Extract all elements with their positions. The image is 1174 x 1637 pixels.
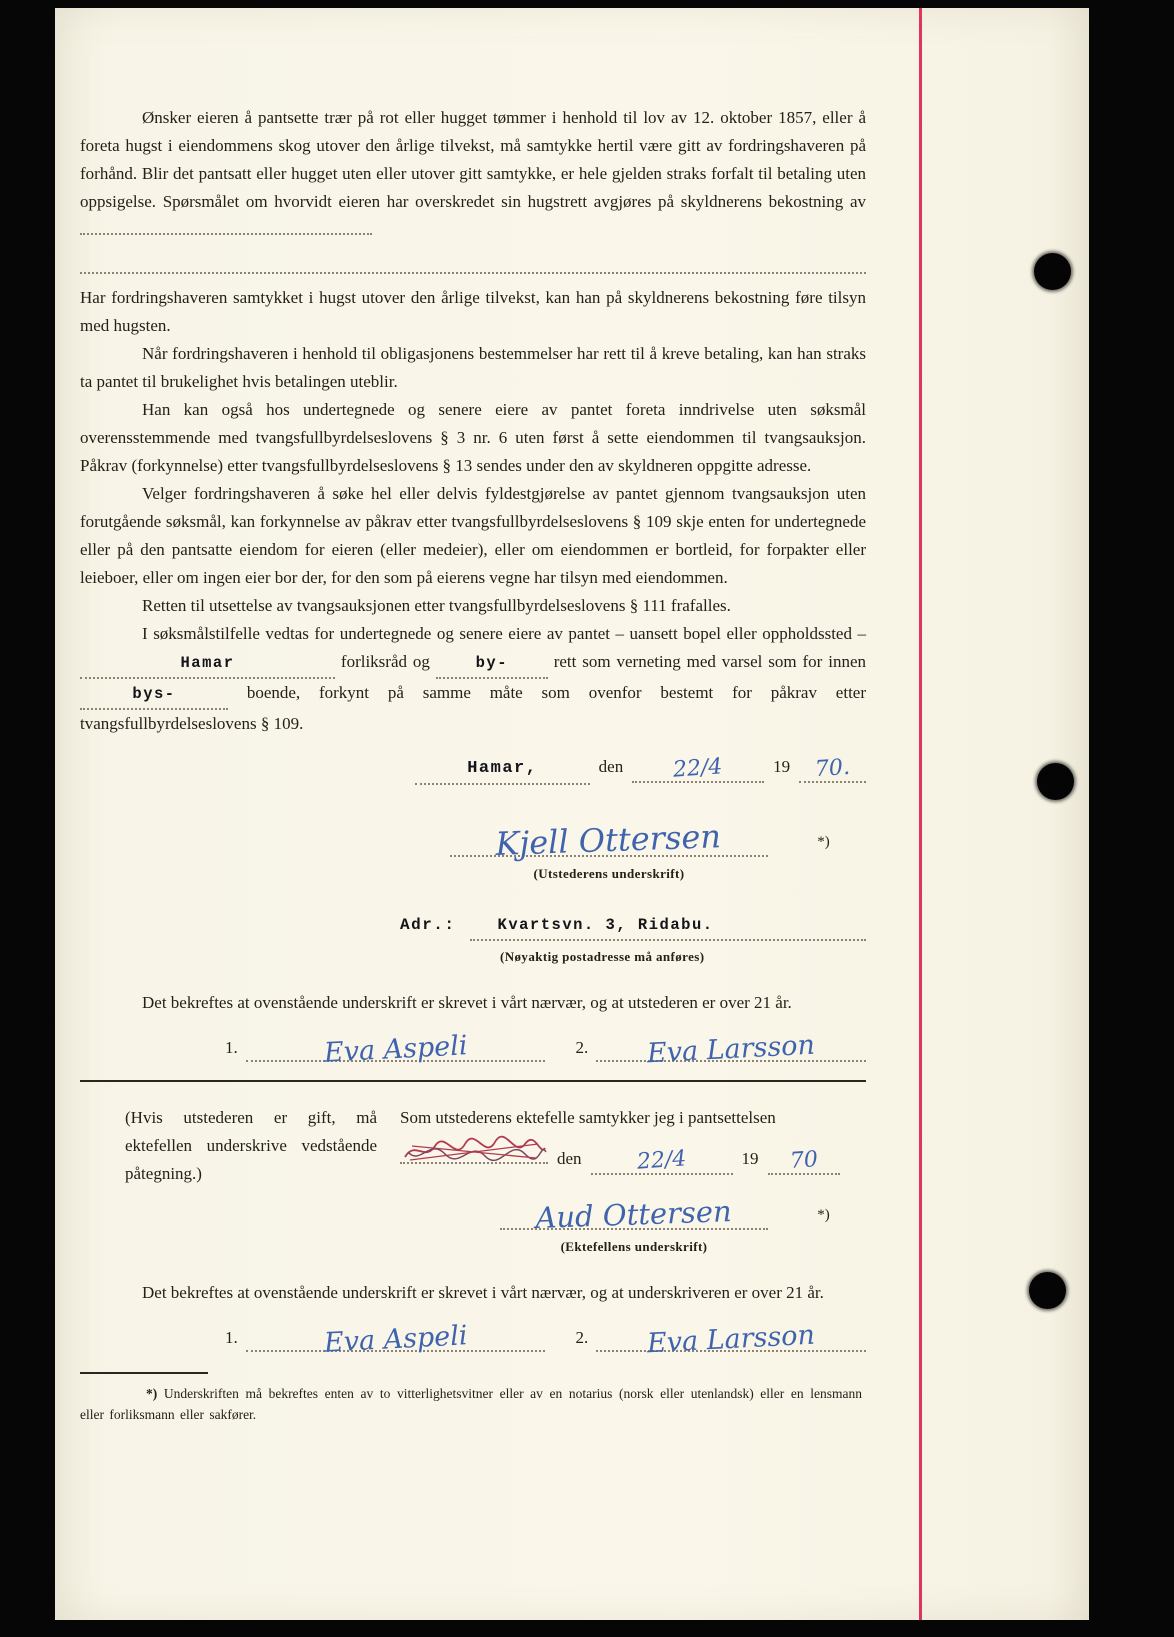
section-divider-rule bbox=[80, 1080, 866, 1082]
spouse-date-row bbox=[400, 1142, 866, 1175]
footnote-ref: *) bbox=[146, 1386, 158, 1401]
witness-signatures-1 bbox=[225, 1029, 866, 1070]
spouse-signature-line bbox=[500, 1194, 768, 1235]
witness1-number: 1. bbox=[225, 1038, 238, 1057]
crossed-out-signature bbox=[400, 1142, 548, 1164]
footnote-separator-rule bbox=[80, 1372, 208, 1374]
spouse-den-label: den bbox=[557, 1149, 582, 1168]
address-value: Kvartsvn. 3, Ridabu. bbox=[497, 916, 714, 934]
witness2-signature: Eva Larsson bbox=[646, 1029, 816, 1070]
issuer-signature-line bbox=[450, 817, 768, 863]
witness1-signature-line bbox=[246, 1029, 546, 1069]
punch-hole bbox=[1034, 253, 1071, 290]
witness1-signature-2: Eva Aspeli bbox=[323, 1320, 469, 1359]
venue-court-blank bbox=[436, 648, 548, 679]
execution-place-value: Hamar, bbox=[467, 759, 538, 778]
clause-forestry-text: Ønsker eieren å pantsette trær på rot eller hugget tømmer i henhold til lov av 12. oktober 1857, eller å foreta hugst i eiendommens skog utover den årlige tilvekst, må samtykke hertil være gitt av fordringshaveren på forhånd. Blir det pantsatt eller hugget uten eller utover gitt samtykke, er hele gjelden straks forfalt til betaling uten oppsigelse. Spørsmålet om hvorvidt eieren har overskredet sin hugstrett avgjøres på skyldnerens bekostning av bbox=[80, 108, 866, 211]
spouse-instruction-note: (Hvis utstederen er gift, må ektefellen underskrive vedstående påtegning.) bbox=[125, 1108, 377, 1183]
clause-supervision: Har fordringshaveren samtykket i hugst utover den årlige tilvekst, kan han på skyldnerens bekostning føre tilsyn med hugsten. bbox=[80, 288, 866, 335]
spouse-footnote-ref-mark: *) bbox=[817, 1207, 830, 1223]
witness1-signature: Eva Aspeli bbox=[323, 1030, 469, 1069]
dotted-blank-fill bbox=[80, 221, 372, 235]
red-margin-line bbox=[919, 8, 922, 1620]
spouse-signature: Aud Ottersen bbox=[534, 1194, 733, 1235]
address-label: Adr.: bbox=[400, 916, 456, 934]
witness2-signature-line bbox=[596, 1029, 866, 1070]
form-text-block bbox=[80, 104, 866, 1425]
witness2-signature-line-2 bbox=[596, 1319, 866, 1360]
venue-court-value: by- bbox=[475, 654, 509, 672]
spouse-year-prefix-label: 19 bbox=[741, 1149, 759, 1168]
witness-signatures-2 bbox=[225, 1319, 866, 1360]
year-prefix-label: 19 bbox=[773, 757, 791, 776]
spouse-date-value: 22/4 bbox=[635, 1146, 688, 1175]
clause-postponement-waiver: Retten til utsettelse av tvangsauksjonen etter tvangsfullbyrdelseslovens § 111 frafalles. bbox=[142, 596, 731, 615]
address-row bbox=[400, 910, 866, 941]
witness2-number-2: 2. bbox=[575, 1328, 589, 1347]
spouse-consent-text: Som utstederens ektefelle samtykker jeg i pantsettelsen bbox=[400, 1108, 776, 1127]
execution-date-row bbox=[415, 752, 866, 785]
execution-year-value: 70. bbox=[814, 754, 851, 783]
address-caption: (Nøyaktig postadresse må anføres) bbox=[500, 949, 705, 964]
clause-enforcement: Han kan også hos undertegnede og senere eiere av pantet foreta inndrivelse uten søksmål overensstemmende med tvangsfullbyrdelseslovens § 3 nr. 6 uten først å sette eiendommen til tvangsauksjon. Påkrav (forkynnelse) etter tvangsfullbyrdelseslovens § 13 sendes under den av skyldneren oppgitte adresse. bbox=[80, 400, 866, 475]
address-blank bbox=[470, 910, 866, 941]
witness-attestation-1: Det bekreftes at ovenstående underskrift er skrevet i vårt nærvær, og at utstederen er over 21 år. bbox=[142, 993, 792, 1012]
witness2-signature-2: Eva Larsson bbox=[646, 1319, 816, 1360]
clause-forestry bbox=[80, 104, 866, 244]
punch-hole bbox=[1037, 763, 1074, 800]
venue-place-blank bbox=[80, 648, 335, 679]
spouse-signature-caption: (Ektefellens underskrift) bbox=[560, 1239, 708, 1254]
execution-year-blank bbox=[799, 752, 866, 783]
clause-payment-default: Når fordringshaveren i henhold til obligasjonens bestemmelser har rett til å kreve betaling, kan han straks ta pantet til brukelighet hvis betalingen uteblir. bbox=[80, 344, 866, 391]
venue-tail-text: boende, forkynt på samme måte som ovenfor bestemt for påkrav etter tvangsfullbyrdelseslovens § 109. bbox=[80, 683, 867, 733]
punch-hole bbox=[1029, 1272, 1066, 1309]
clause-venue bbox=[80, 620, 866, 738]
issuer-signature-caption: (Utstederens underskrift) bbox=[533, 866, 685, 881]
witness2-number: 2. bbox=[575, 1038, 589, 1057]
footnote-text bbox=[80, 1383, 862, 1425]
spouse-consent-section bbox=[80, 1104, 866, 1261]
document-paper bbox=[55, 8, 1089, 1620]
footnote-ref-mark: *) bbox=[817, 834, 830, 850]
venue-intro-text: I søksmålstilfelle vedtas for undertegnede og senere eiere av pantet – uansett bopel eller oppholdssted – bbox=[142, 624, 866, 643]
venue-place-value: Hamar bbox=[180, 654, 235, 672]
den-label: den bbox=[598, 757, 624, 776]
footnote-body: Underskriften må bekreftes enten av to vitterlighetsvitner eller av en notarius (norsk eller utenlandsk) eller en lensmann eller forliksmann eller sakfører. bbox=[80, 1386, 863, 1422]
issuer-signature-block bbox=[450, 817, 866, 863]
crossed-out-signature-scribble bbox=[400, 1134, 548, 1168]
spouse-date-blank bbox=[591, 1144, 733, 1175]
venue-resident-blank bbox=[80, 679, 228, 710]
venue-line2-text: rett som verneting med varsel som for innen bbox=[553, 652, 867, 671]
execution-date-value: 22/4 bbox=[672, 754, 724, 783]
execution-place-blank bbox=[415, 753, 590, 785]
spouse-year-blank bbox=[768, 1144, 840, 1175]
issuer-signature: Kjell Ottersen bbox=[494, 817, 722, 863]
venue-mid-text: forliksråd og bbox=[340, 652, 430, 671]
dotted-continuation-line bbox=[80, 244, 866, 274]
witness-attestation-2: Det bekreftes at ovenstående underskrift er skrevet i vårt nærvær, og at underskriveren er over 21 år. bbox=[142, 1283, 824, 1302]
witness1-number-2: 1. bbox=[225, 1328, 238, 1347]
spouse-year-value: 70 bbox=[788, 1147, 819, 1174]
spouse-consent-block bbox=[400, 1104, 866, 1261]
witness1-signature-line-2 bbox=[246, 1319, 546, 1359]
venue-resident-value: bys- bbox=[132, 685, 176, 703]
spouse-signature-block bbox=[500, 1194, 866, 1235]
execution-date-blank bbox=[632, 752, 764, 783]
clause-forced-auction: Velger fordringshaveren å søke hel eller delvis fyldestgjørelse av pantet gjennom tvangsauksjon uten forutgående søksmål, kan forkynnelse av påkrav etter tvangsfullbyrdelseslovens § 109 skje enten for undertegnede eller på den pantsatte eiendom for eieren (eller medeier), eller om eiendommen er bortleid, for forpakter eller leieboer, eller om ingen eier bor der, for den som på eierens vegne har tilsyn med eiendommen. bbox=[80, 484, 866, 587]
